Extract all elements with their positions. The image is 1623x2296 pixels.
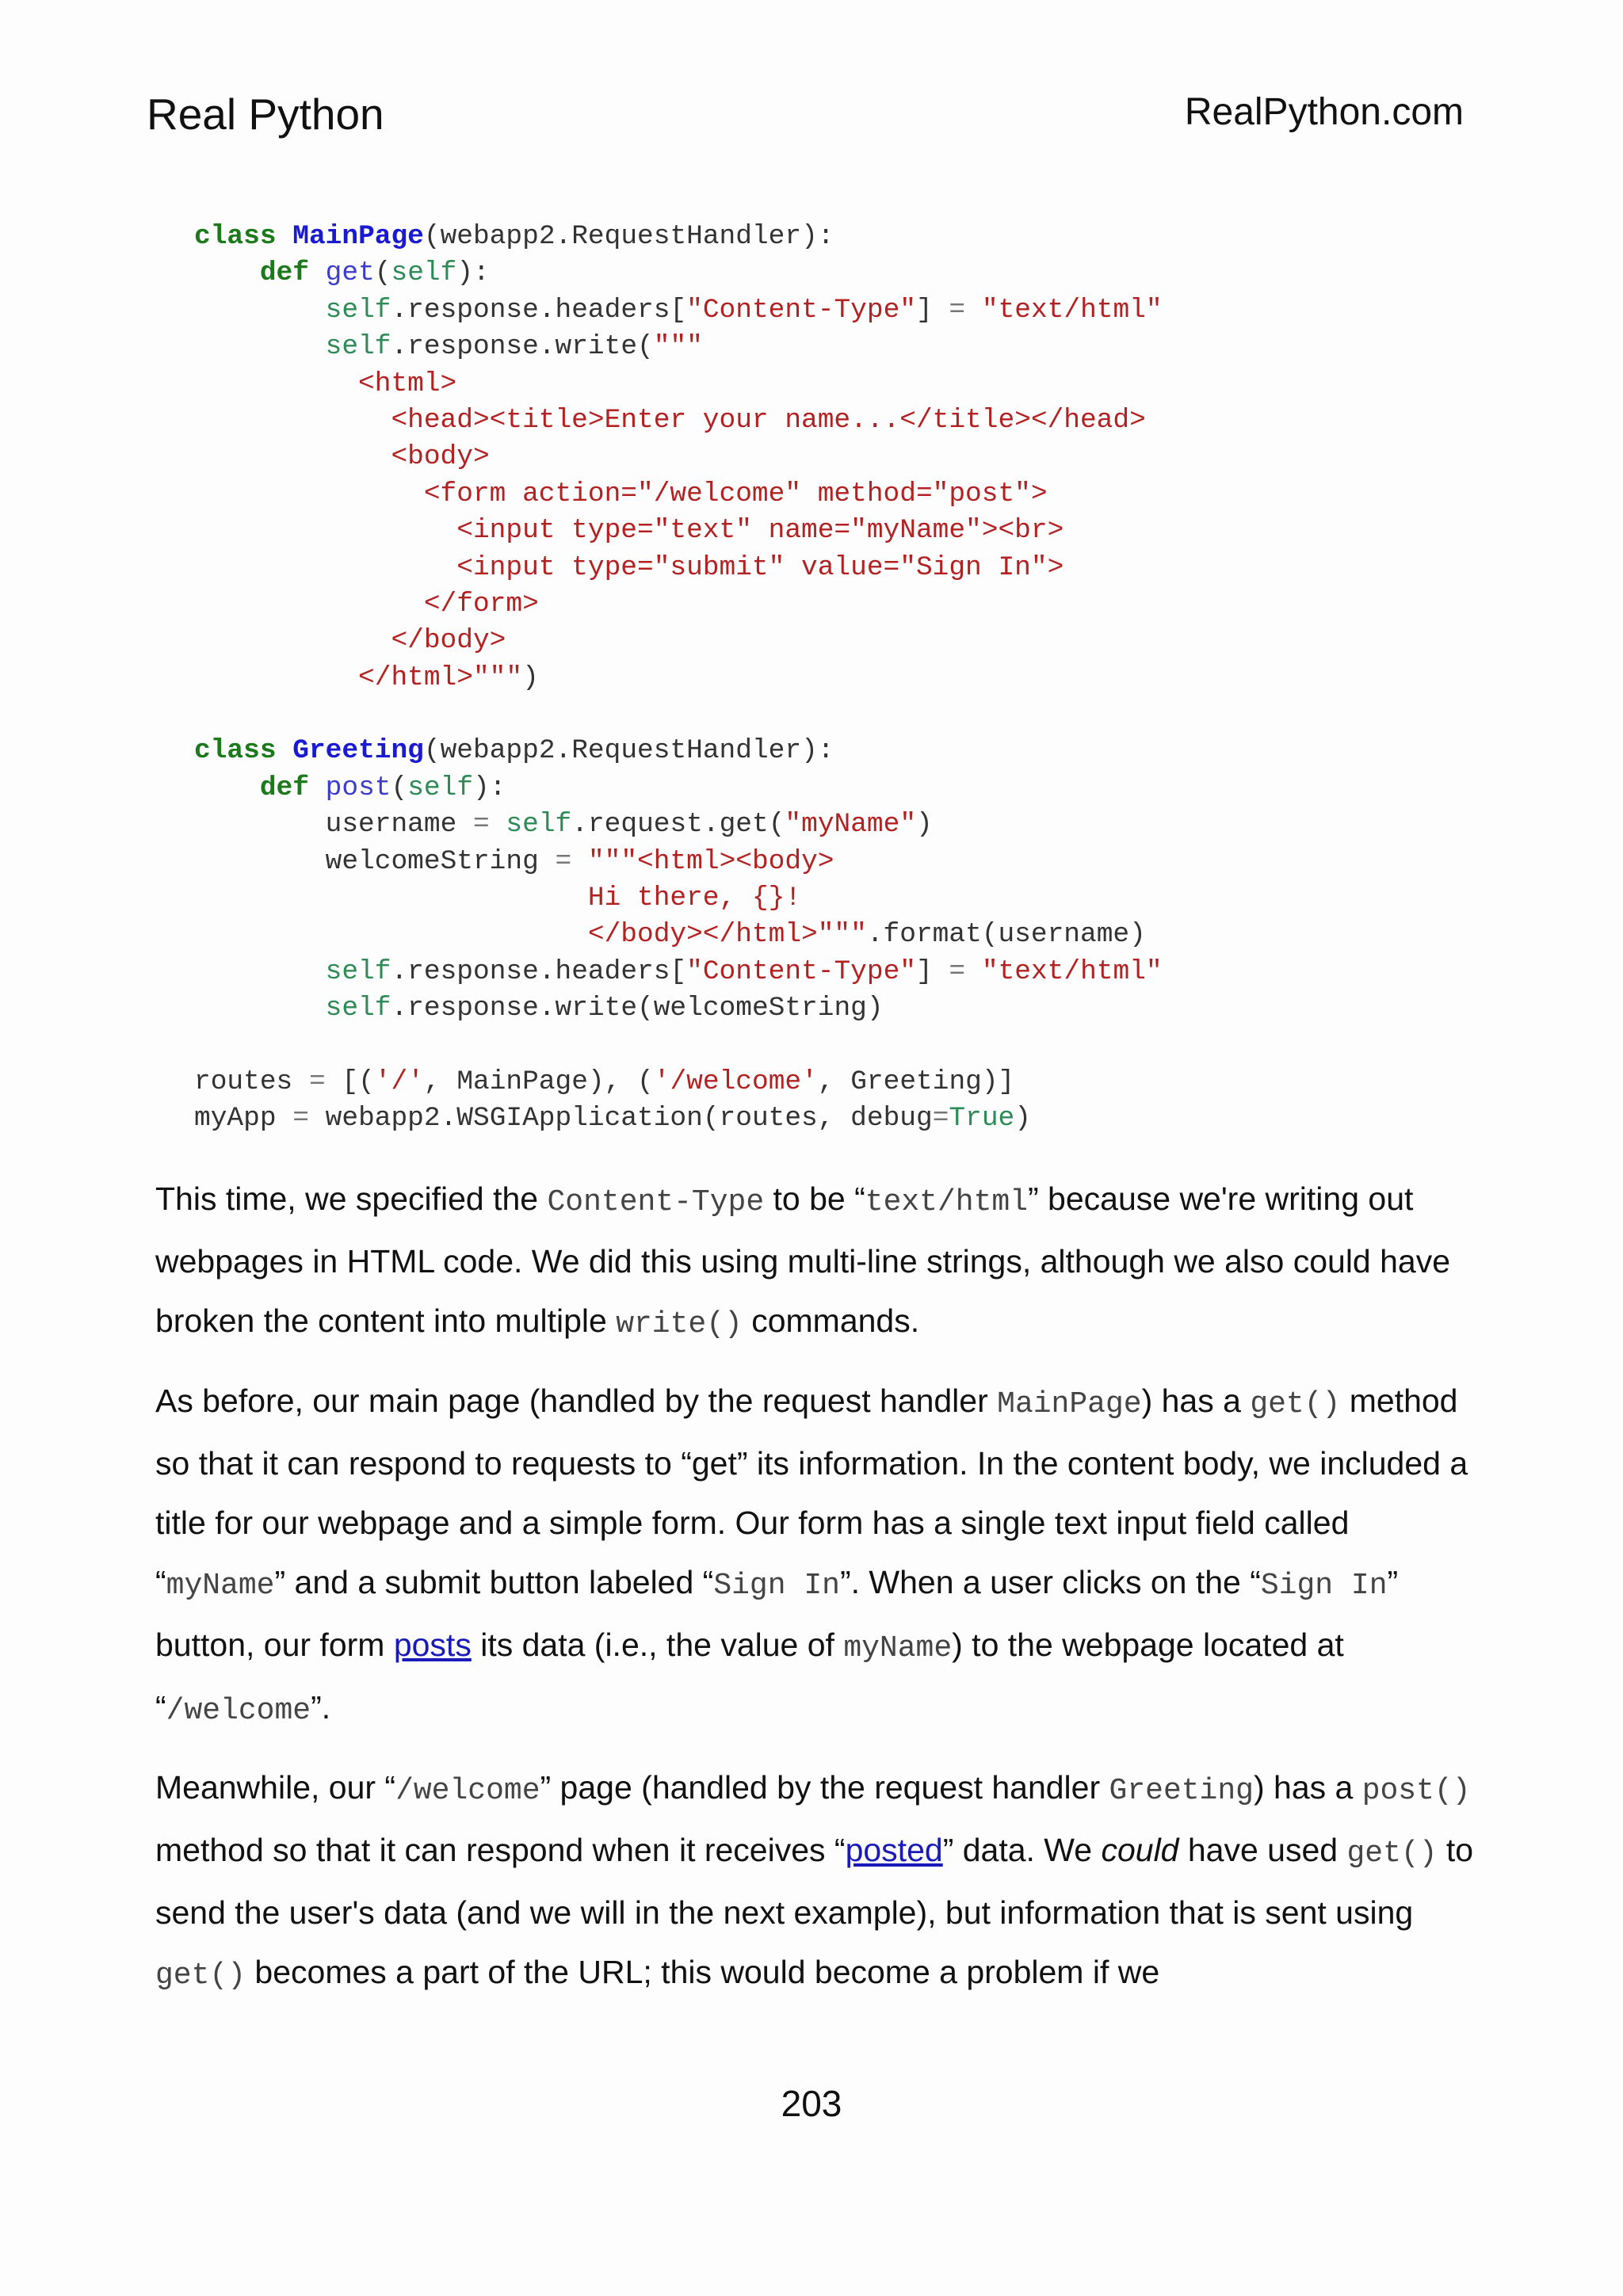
code-blank-line — [194, 696, 1163, 733]
code-line: self.response.headers["Content-Type"] = "text/html" — [325, 955, 1163, 987]
code-block — [194, 219, 1163, 1138]
page-number: 203 — [781, 2083, 842, 2124]
code-line: Hi there, {}! — [194, 883, 802, 914]
site-name: RealPython.com — [1184, 91, 1464, 133]
code-line: myApp = webapp2.WSGIApplication(routes, debug=True) — [194, 1103, 1031, 1135]
code-line: <input type="submit" value="Sign In"> — [194, 551, 1064, 583]
code-line: self.response.write(""" — [325, 331, 703, 363]
code-line: routes = [('/', MainPage), ('/welcome', Greeting)] — [194, 1066, 1015, 1097]
code-line: </body> — [194, 625, 506, 657]
code-line: def post(self): — [259, 772, 506, 803]
code-line: welcomeString = """<html><body> — [325, 845, 834, 877]
posts-link[interactable]: posts — [393, 1627, 472, 1663]
paragraph-welcome-page: Meanwhile, our “/welcome” page (handled by the request handler Greeting) has a post() method so that it can respond when it receives “posted” data. We could have used get() to send the user's data (and we will in the next example), but information that is sent using get() becomes a part of the URL; this would become a problem if we — [155, 1769, 1474, 1993]
code-line: <form action="/welcome" method="post"> — [194, 478, 1048, 509]
code-line: self.response.headers["Content-Type"] = "text/html" — [325, 294, 1163, 326]
code-blank-line — [194, 1028, 1163, 1064]
code-line: </html>""") — [194, 662, 539, 693]
code-line: </body></html>""".format(username) — [194, 919, 1146, 951]
code-line: <head><title>Enter your name...</title></head> — [194, 404, 1146, 436]
code-line: username = self.request.get("myName") — [325, 809, 933, 841]
code-line: class Greeting(webapp2.RequestHandler): — [194, 735, 834, 767]
code-line: <input type="text" name="myName"><br> — [194, 515, 1064, 547]
code-line: <html> — [194, 368, 457, 399]
code-line: </form> — [194, 588, 539, 620]
body-text — [155, 1169, 1487, 2005]
paragraph-main-page: As before, our main page (handled by the request handler MainPage) has a get() method so that it can respond to requests to “get” its information. In the content body, we included a title for our webpage and a simple form. Our form has a single text input field called “myName” and a submit button labeled “Sign In”. When a user clicks on the “Sign In” button, our form posts its data (i.e., the value of myName) to the webpage located at “/welcome”. — [155, 1383, 1468, 1728]
code-line: <body> — [194, 441, 490, 473]
code-line: self.response.write(welcomeString) — [325, 993, 884, 1024]
code-line: class MainPage(webapp2.RequestHandler): — [194, 221, 834, 252]
book-title: Real Python — [147, 90, 384, 139]
paragraph-content-type: This time, we specified the Content-Type to be “text/html” because we're writing out webpages in HTML code. We did this using multi-line strings, although we also could have broken the content into multiple write() commands. — [155, 1180, 1451, 1341]
posted-link[interactable]: posted — [845, 1832, 943, 1868]
code-line: def get(self): — [259, 257, 490, 289]
